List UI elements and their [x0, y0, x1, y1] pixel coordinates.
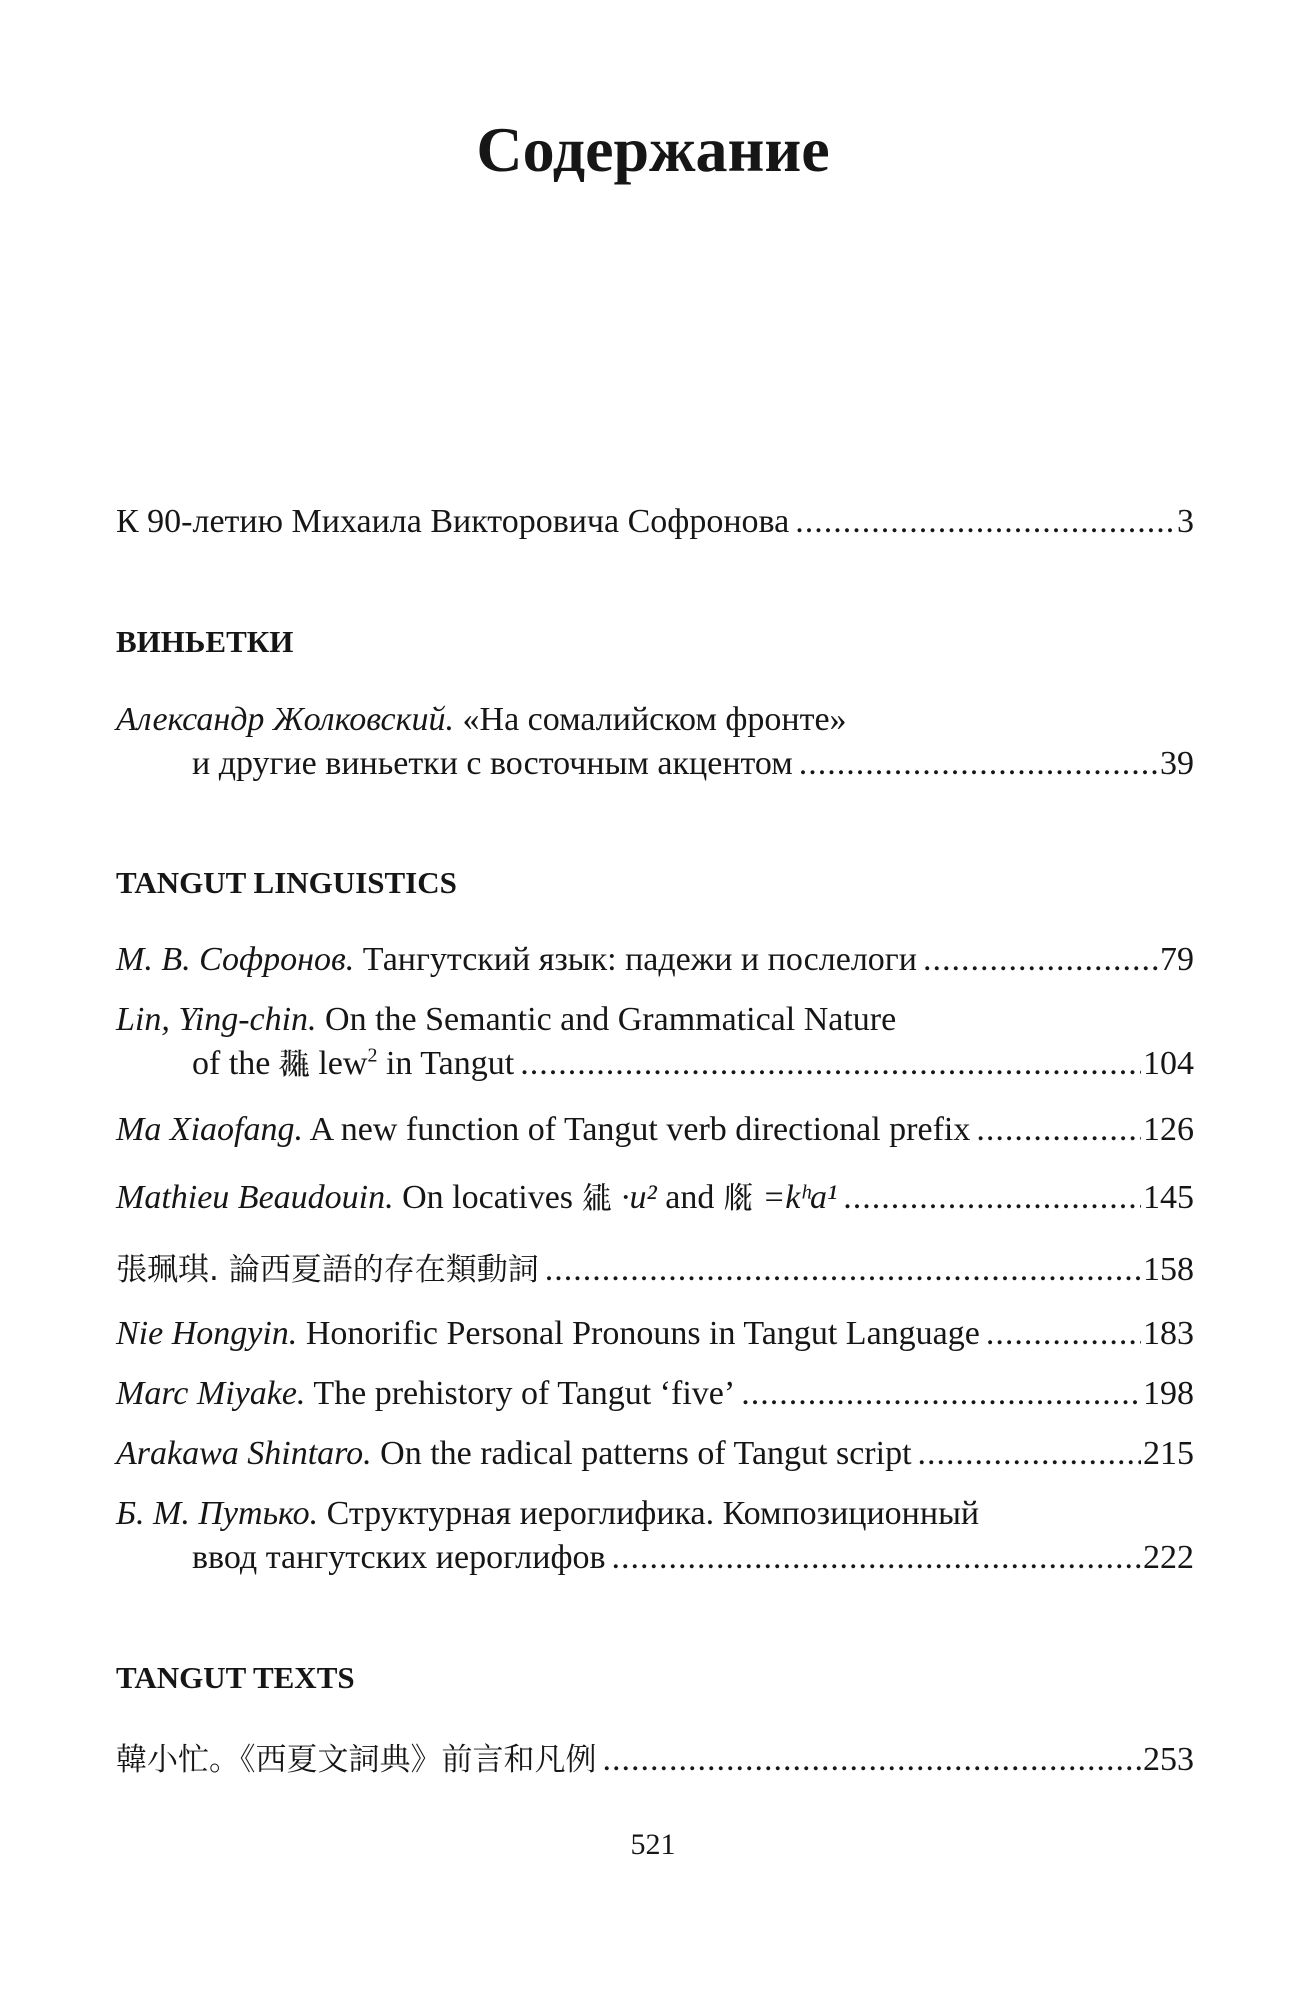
dot-leader — [603, 1738, 1142, 1782]
entry-author: Marc Miyake. — [116, 1375, 306, 1412]
entry-title: Структурная иероглифика. Композиционный — [326, 1495, 980, 1532]
entry-title: К 90-летию Михаила Викторовича Софронова — [116, 503, 790, 540]
dot-leader — [741, 1372, 1141, 1416]
page-number: 145 — [1143, 1179, 1194, 1216]
page-number: 79 — [1160, 941, 1194, 978]
entry-title: On the Semantic and Grammatical Nature — [325, 1001, 897, 1038]
entry-title: 張珮琪. 論西夏語的存在類動詞 — [116, 1252, 539, 1288]
section-heading-tangut-texts: TANGUT TEXTS — [116, 1660, 355, 1695]
page-title: Содержание — [476, 114, 830, 185]
dot-leader — [545, 1248, 1141, 1292]
entry-author: Ma Xiaofang. — [116, 1111, 303, 1148]
tangut-glyph: 𗧓 — [581, 1180, 613, 1216]
entry-title: A new function of Tangut verb directional prefix — [309, 1111, 971, 1148]
dot-leader — [918, 1432, 1141, 1476]
toc-entry-zholkovsky[interactable] — [116, 698, 1194, 742]
toc-entry-beaudouin[interactable] — [116, 1176, 1194, 1220]
dot-leader — [799, 742, 1158, 786]
page-number: 104 — [1143, 1045, 1194, 1082]
entry-author: Б. М. Путько. — [116, 1495, 319, 1532]
entry-title: 韓小忙。《西夏文詞典》前言和凡例 — [116, 1742, 597, 1778]
dot-leader — [923, 938, 1158, 982]
toc-entry-lin-ying-chin-cont[interactable] — [192, 1042, 1194, 1086]
section-heading-tangut-linguistics: TANGUT LINGUISTICS — [116, 865, 457, 900]
tangut-glyph: 𗖵 — [278, 1046, 310, 1082]
entry-title: The prehistory of Tangut ‘five’ — [313, 1375, 736, 1412]
entry-title: «На сомалийском фронте» — [462, 701, 847, 738]
entry-title-continued: и другие виньетки с восточным акцентом — [192, 745, 793, 782]
toc-entry-sofronov[interactable] — [116, 938, 1194, 982]
toc-entry-arakawa[interactable] — [116, 1432, 1194, 1476]
dot-leader — [986, 1312, 1141, 1356]
page-number: 39 — [1160, 745, 1194, 782]
toc-entry-han-xiaomang[interactable] — [116, 1738, 1194, 1782]
dot-leader — [795, 500, 1175, 544]
page-number: 183 — [1143, 1315, 1194, 1352]
entry-title: Тангутский язык: падежи и послелоги — [362, 941, 917, 978]
page-number: 198 — [1143, 1375, 1194, 1412]
entry-title: Honorific Personal Pronouns in Tangut Language — [305, 1315, 980, 1352]
toc-entry-chang-pei-chi[interactable] — [116, 1248, 1194, 1292]
toc-entry-miyake[interactable] — [116, 1372, 1194, 1416]
toc-entry-nie-hongyin[interactable] — [116, 1312, 1194, 1356]
section-heading-vignettes: ВИНЬЕТКИ — [116, 624, 294, 659]
page-number: 253 — [1143, 1741, 1194, 1778]
entry-title-continued: of the — [192, 1045, 271, 1082]
entry-title-continued: ввод тангутских иероглифов — [192, 1539, 606, 1576]
entry-author: Александр Жолковский. — [116, 701, 455, 738]
tone-superscript: 2 — [367, 1044, 378, 1067]
entry-title: On locatives — [402, 1179, 574, 1216]
tangut-glyph: 𗅋 — [722, 1180, 754, 1216]
page-number: 158 — [1143, 1251, 1194, 1288]
toc-entry-lin-ying-chin[interactable] — [116, 998, 1194, 1042]
toc-entry-ma-xiaofang[interactable] — [116, 1108, 1194, 1152]
page-number: 3 — [1177, 503, 1194, 540]
transcription: =kʰa¹ — [762, 1179, 838, 1216]
dot-leader — [520, 1042, 1141, 1086]
entry-title-end: in Tangut — [385, 1045, 515, 1082]
entry-author: Lin, Ying-chin. — [116, 1001, 317, 1038]
page-folio: 521 — [630, 1828, 676, 1861]
entry-author: Arakawa Shintaro. — [116, 1435, 372, 1472]
page-number: 222 — [1143, 1539, 1194, 1576]
toc-entry-sofronov-anniversary[interactable] — [116, 500, 1194, 544]
toc-entry-zholkovsky-cont[interactable] — [192, 742, 1194, 786]
entry-author: Nie Hongyin. — [116, 1315, 298, 1352]
table-of-contents — [116, 0, 1194, 2000]
page-number: 215 — [1143, 1435, 1194, 1472]
toc-entry-putko[interactable] — [116, 1492, 1194, 1536]
dot-leader — [976, 1108, 1141, 1152]
entry-author: Mathieu Beaudouin. — [116, 1179, 394, 1216]
entry-author: М. В. Софронов. — [116, 941, 355, 978]
page-number: 126 — [1143, 1111, 1194, 1148]
entry-title: On the radical patterns of Tangut script — [380, 1435, 912, 1472]
dot-leader — [843, 1176, 1141, 1220]
transcription: lew — [318, 1045, 368, 1082]
transcription: ·u² — [621, 1179, 657, 1216]
conjunction: and — [665, 1179, 715, 1216]
toc-entry-putko-cont[interactable] — [192, 1536, 1194, 1580]
dot-leader — [612, 1536, 1141, 1580]
